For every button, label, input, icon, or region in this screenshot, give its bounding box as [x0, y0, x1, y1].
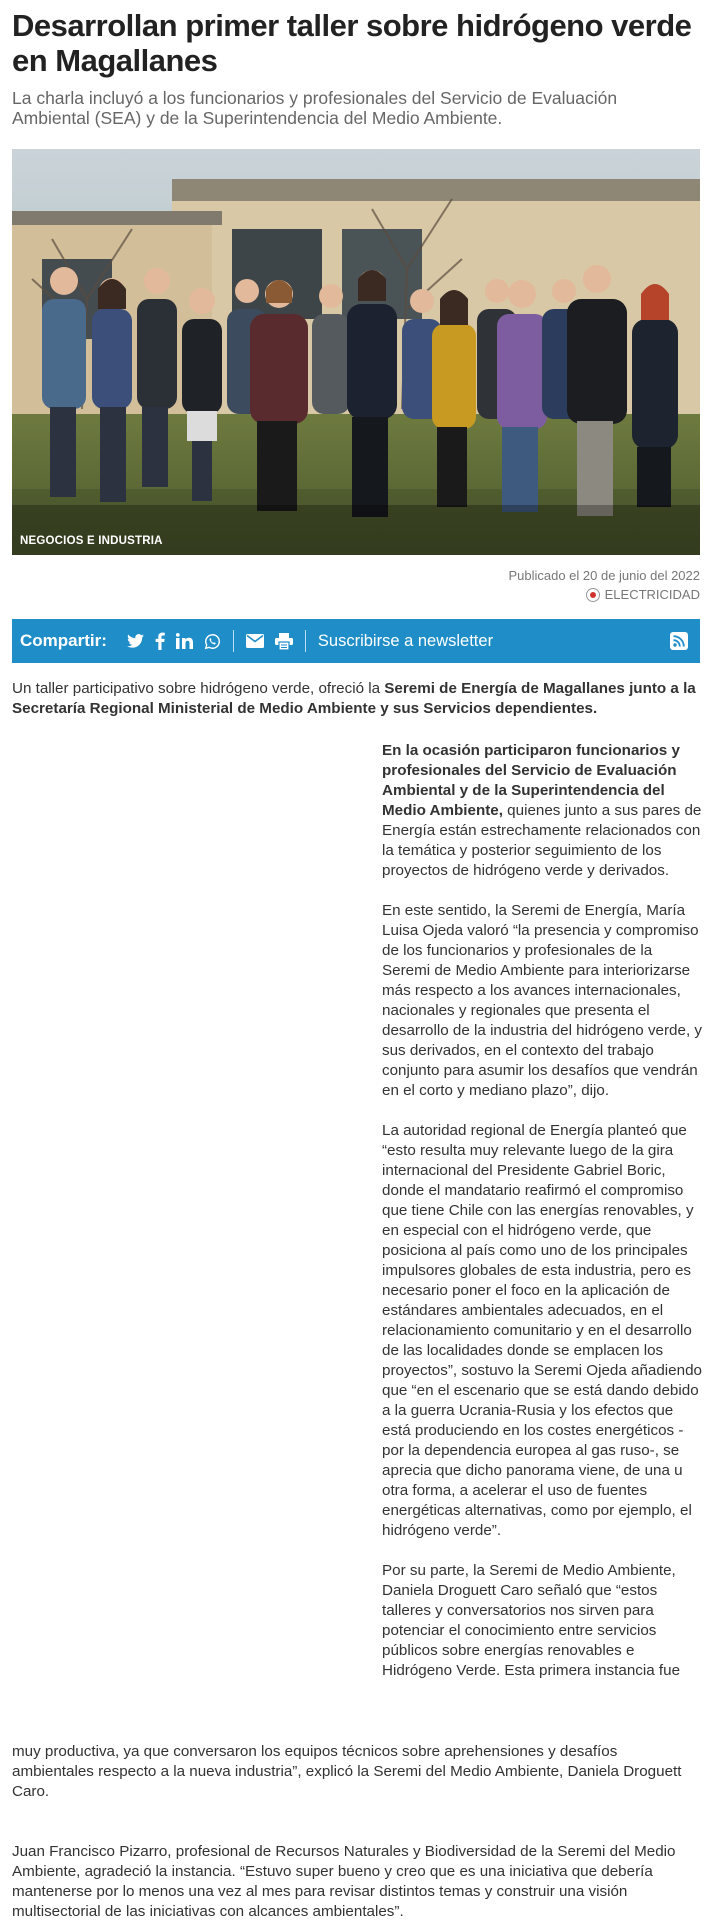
print-icon[interactable]	[275, 633, 293, 650]
divider	[233, 630, 234, 652]
utility-icons	[246, 633, 293, 650]
paragraph-medio-ambiente-continued: muy productiva, ya que conversaron los equipos técnicos sobre aprehensiones y desafíos ambientales respecto a la nueva industria”, explicó la Seremi del Medio Ambiente, Daniela Droguett Caro.	[12, 1743, 682, 1800]
paragraph-participants	[382, 741, 702, 881]
linkedin-icon[interactable]	[176, 633, 193, 649]
participants-text: quienes junto a sus pares de Energía están estrechamente relacionados con la temática y posterior seguimiento de los proyectos de hidrógeno verde y derivados.	[382, 802, 702, 879]
rss-icon[interactable]	[670, 632, 688, 650]
facebook-icon[interactable]	[155, 632, 165, 650]
email-icon[interactable]	[246, 634, 264, 648]
paragraph-autoridad: La autoridad regional de Energía planteó que “esto resulta muy relevante luego de la gira internacional del Presidente Gabriel Boric, donde el mandatario reafirmó el compromiso que tiene Chile con las energías renovables, y en especial con el hidrógeno verde, que posiciona al país como uno de los principales impulsores globales de esta industria, pero es necesario poner el foco en la aplicación de estándares ambientales adecuados, en el relacionamiento comunitario y en el desarrollo de las localidades donde se emplacen los proyectos”, sostuvo la Seremi Ojeda añadiendo que “en el escenario que se está dando debido a la guerra Ucrania-Rusia y los efectos que está produciendo en los costes energéticos -por la dependencia europea al gas ruso-, se aprecia que dicho panorama viene, de una u otra forma, a acelerar el uso de fuentes energéticas alternativas, como por ejemplo, el hidrógeno verde”.	[382, 1122, 702, 1539]
electricity-icon	[586, 588, 600, 602]
paragraph-pizarro: Juan Francisco Pizarro, profesional de Recursos Naturales y Biodiversidad de la Seremi del Medio Ambiente, agradeció la instancia. “Estuvo super bueno y creo que es una iniciativa que debería mantenerse por lo menos una vez al mes para revisar distintos temas y construir una visión multisectorial de las iniciativas con alcances ambientales”.	[12, 1843, 676, 1920]
publish-date: Publicado el 20 de junio del 2022	[508, 568, 700, 583]
twitter-icon[interactable]	[127, 634, 144, 648]
intro-paragraph	[12, 679, 702, 719]
article-title: Desarrollan primer taller sobre hidrógeno verde en Magallanes	[12, 8, 692, 78]
photo-category-tag[interactable]: NEGOCIOS E INDUSTRIA	[20, 535, 163, 547]
article-subtitle: La charla incluyó a los funcionarios y profesionales del Servicio de Evaluación Ambiental (SEA) y de la Superintendencia del Medio Ambiente.	[12, 88, 618, 128]
paragraph-seremi-energia: En este sentido, la Seremi de Energía, María Luisa Ojeda valoró “la presencia y compromiso de los funcionarios y profesionales de la Seremi de Medio Ambiente para interiorizarse más respecto a los avances internacionales, nacionales y regionales que presenta el desarrollo de la industria del hidrógeno verde, y sus derivados, en el contexto del trabajo conjunto para asumir los desafíos que vendrán en el corto y mediano plazo”, dijo.	[382, 902, 702, 1099]
paragraph-medio-ambiente: Por su parte, la Seremi de Medio Ambiente, Daniela Droguett Caro señaló que “estos talleres y conversatorios nos sirven para potenciar el conocimiento entre servicios públicos sobre energías renovables e Hidrógeno Verde. Esta primera instancia fue	[382, 1562, 681, 1679]
group-photo-illustration	[12, 149, 700, 555]
divider	[305, 630, 306, 652]
category-label[interactable]	[586, 587, 700, 602]
article-column	[382, 741, 702, 1701]
whatsapp-icon[interactable]	[204, 633, 221, 650]
newsletter-link[interactable]: Suscribirse a newsletter	[317, 631, 494, 650]
share-bar	[12, 619, 700, 663]
category-text[interactable]: ELECTRICIDAD	[604, 587, 700, 602]
share-label: Compartir:	[20, 631, 107, 650]
share-icons	[127, 632, 221, 650]
intro-bold-text: Seremi de Energía de Magallanes junto a la Secretaría Regional Ministerial de Medio Ambiente y sus Servicios dependientes.	[12, 680, 696, 717]
article-photo	[12, 149, 700, 555]
participants-bold-text: En la ocasión participaron funcionarios y profesionales del Servicio de Evaluación Ambiental y de la Superintendencia del Medio Ambiente,	[382, 742, 680, 819]
intro-text: Un taller participativo sobre hidrógeno verde, ofreció la	[12, 680, 385, 697]
